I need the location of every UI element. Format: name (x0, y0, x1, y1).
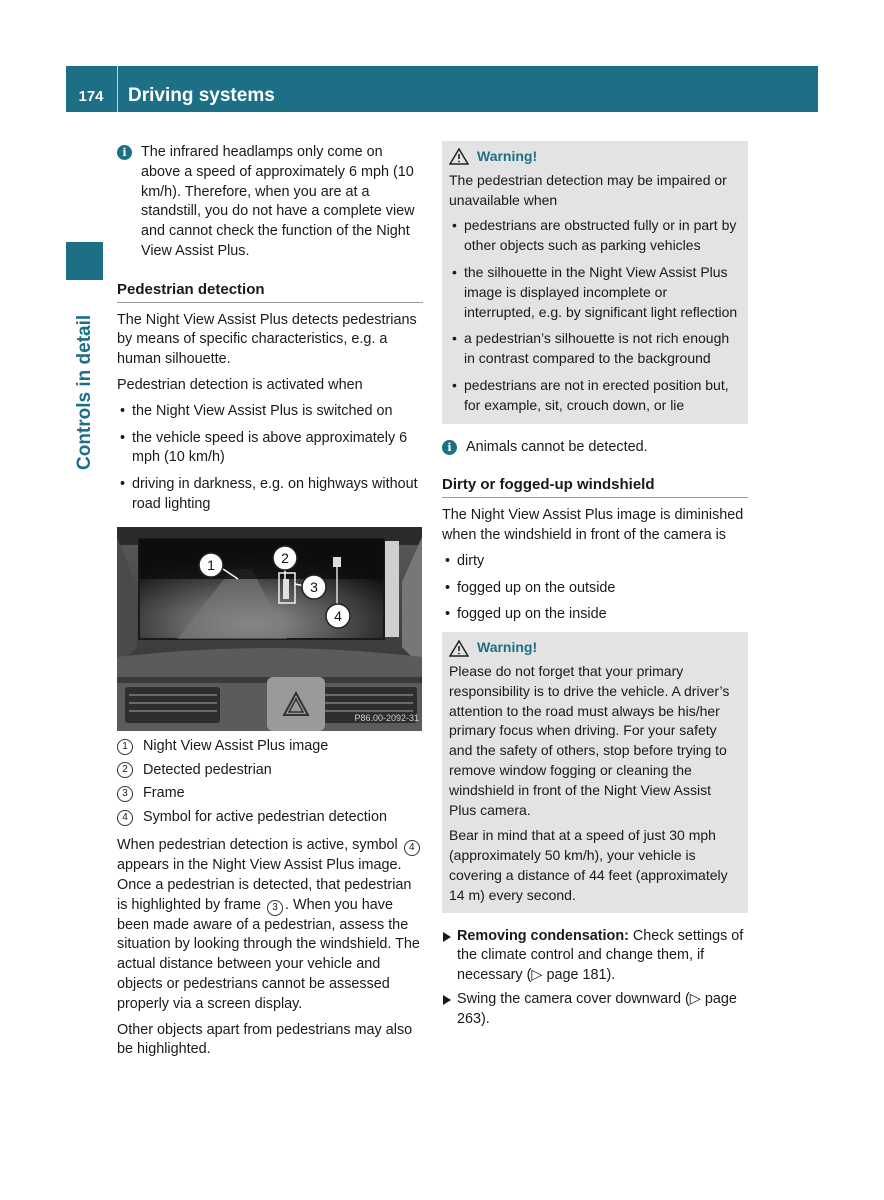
list-item: • dirty (442, 552, 748, 572)
section-heading-windshield: Dirty or fogged-up windshield (442, 475, 748, 498)
list-item: • pedestrians are obstructed fully or in part by other objects such as parking vehicles (449, 216, 741, 256)
legend-item: 1 Night View Assist Plus image (117, 737, 423, 757)
figure-legend (117, 737, 423, 828)
paragraph: Pedestrian detection is activated when (117, 376, 363, 393)
svg-text:1: 1 (207, 556, 215, 573)
page-header (66, 66, 818, 112)
inline-callout-4: 4 (404, 840, 420, 856)
step-item: Swing the camera cover downward (▷ page 263). (442, 990, 748, 1030)
legend-item: 3 Frame (117, 784, 423, 804)
list-item: • fogged up on the inside (442, 605, 748, 625)
list-item: • the silhouette in the Night View Assist Plus image is displayed incomplete or interrupted, e.g. by significant light reflection (449, 263, 741, 322)
list-item: • fogged up on the outside (442, 579, 748, 599)
warning-title: Warning! (449, 638, 741, 658)
legend-item: 2 Detected pedestrian (117, 761, 423, 781)
step-item: Removing condensation: Check settings of the climate control and change them, if necessary (▷ page 181). (442, 927, 748, 986)
svg-text:2: 2 (281, 549, 289, 566)
warning-box (442, 141, 748, 424)
info-icon: i (442, 440, 457, 455)
list-item: • pedestrians are not in erected position but, for example, sit, crouch down, or lie (449, 376, 741, 416)
warning-intro: The pedestrian detection may be impaired or unavailable when (449, 171, 727, 208)
info-note (117, 143, 423, 262)
warning-paragraph: Please do not forget that your primary responsibility is to drive the vehicle. A driver’s attention to the road must always be his/her primary focus when driving. For your safety and the safety of others, stop before trying to remove window fogging or cleaning the windshield in front of the Night View Assist Plus camera. (449, 662, 730, 818)
condition-list (117, 402, 423, 515)
list-item: • the vehicle speed is above approximately 6 mph (10 km/h) (117, 429, 423, 469)
paragraph: The Night View Assist Plus detects pedestrians by means of specific characteristics, e.g. a human silhouette. (117, 311, 417, 368)
warning-box (442, 632, 748, 912)
list-item: • the Night View Assist Plus is switched on (117, 402, 423, 422)
right-column (442, 141, 748, 1033)
svg-text:3: 3 (310, 578, 318, 595)
section-heading-pedestrian-detection: Pedestrian detection (117, 280, 423, 303)
paragraph: The Night View Assist Plus image is diminished when the windshield in front of the camera is (442, 507, 744, 543)
step-list (442, 927, 748, 1030)
warning-triangle-icon (449, 640, 469, 657)
chapter-title: Driving systems (128, 85, 275, 106)
paragraph: Other objects apart from pedestrians may also be highlighted. (117, 1021, 413, 1058)
warning-paragraph: Bear in mind that at a speed of just 30 mph (approximately 50 km/h), your vehicle is covering a distance of 44 feet (approximately 14 m) every second. (449, 827, 728, 903)
warning-triangle-icon (449, 148, 469, 165)
info-note: i Animals cannot be detected. (442, 438, 748, 458)
list-item: • driving in darkness, e.g. on highways without road lighting (117, 475, 423, 515)
info-icon: i (117, 145, 132, 160)
info-note-text: The infrared headlamps only come on above a speed of approximately 6 mph (10 km/h). Therefore, when you are at a standstill, you do not have a complete view and cannot check the function of the Night View Assist Plus. (141, 144, 415, 259)
warning-title: Warning! (449, 147, 741, 167)
condition-list (442, 552, 748, 625)
left-column (117, 143, 423, 1066)
svg-text:4: 4 (334, 607, 342, 624)
legend-item: 4 Symbol for active pedestrian detection (117, 808, 423, 828)
header-divider (117, 66, 118, 112)
night-view-figure (117, 527, 422, 731)
warning-list (449, 216, 741, 415)
inline-callout-3: 3 (267, 900, 283, 916)
page-number: 174 (78, 88, 104, 105)
dashboard-illustration (117, 527, 422, 731)
callout-4 (326, 603, 350, 628)
figure-code: P86.00-2092-31 (354, 712, 419, 723)
side-tab-label: Controls in detail (74, 314, 95, 470)
list-item: • a pedestrian’s silhouette is not rich enough in contrast compared to the background (449, 329, 741, 369)
paragraph-pedestrian-active: When pedestrian detection is active, symbol 4 appears in the Night View Assist Plus image. Once a pedestrian is detected, that pedestrian is highlighted by frame 3 . When you have been made aware of a pedestrian, assess the situation by looking through the windshield. The actual distance between your vehicle and objects or pedestrians cannot be assessed properly via a screen display. (117, 836, 420, 1012)
